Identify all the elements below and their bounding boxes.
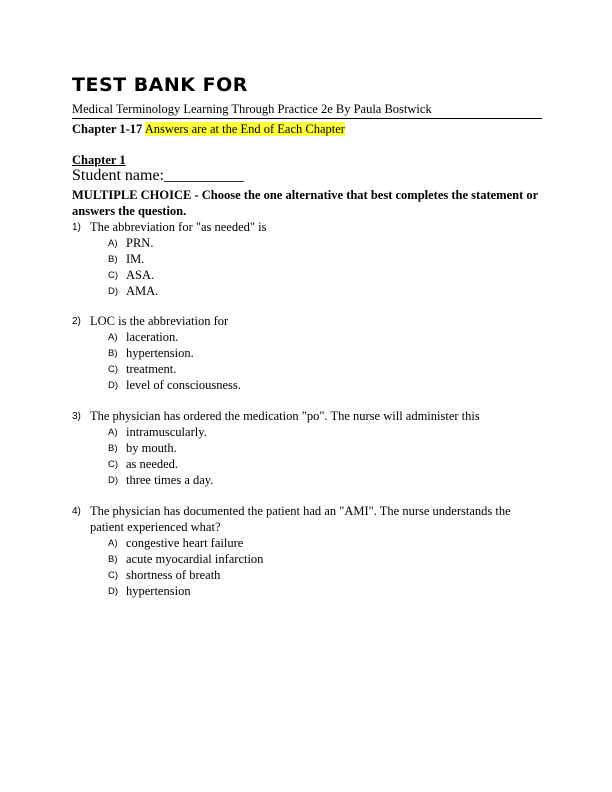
option-c xyxy=(108,567,542,583)
option-text: acute myocardial infarction xyxy=(126,552,264,566)
option-b xyxy=(108,251,542,267)
option-text: treatment. xyxy=(126,362,177,376)
option-letter: D) xyxy=(108,380,119,391)
student-name-field: Student name:__________ xyxy=(72,167,244,184)
option-text: IM. xyxy=(126,252,145,266)
option-text: hypertension xyxy=(126,584,191,598)
option-letter: B) xyxy=(108,348,118,359)
option-list xyxy=(108,235,542,299)
option-b xyxy=(108,345,542,361)
book-subtitle: Medical Terminology Learning Through Practice 2e By Paula Bostwick xyxy=(72,102,432,116)
option-b xyxy=(108,440,542,456)
option-letter: D) xyxy=(108,286,119,297)
question-1 xyxy=(72,219,542,299)
option-a xyxy=(108,235,542,251)
option-text: hypertension. xyxy=(126,346,194,360)
answers-note-highlight: Answers are at the End of Each Chapter xyxy=(144,122,345,136)
question-2 xyxy=(72,313,542,393)
option-a xyxy=(108,329,542,345)
option-a xyxy=(108,424,542,440)
option-text: laceration. xyxy=(126,330,179,344)
option-letter: C) xyxy=(108,364,119,375)
option-c xyxy=(108,456,542,472)
section-heading: MULTIPLE CHOICE - Choose the one alternative that best completes the statement or answers the question. xyxy=(72,188,538,218)
option-text: three times a day. xyxy=(126,473,214,487)
question-stem: The physician has ordered the medication "po". The nurse will administer this xyxy=(90,409,480,423)
option-letter: D) xyxy=(108,586,119,597)
option-letter: C) xyxy=(108,570,119,581)
option-letter: A) xyxy=(108,538,118,549)
chapter-range: Chapter 1-17 xyxy=(72,122,143,136)
option-letter: C) xyxy=(108,270,119,281)
question-3 xyxy=(72,408,542,488)
option-text: ASA. xyxy=(126,268,155,282)
option-list xyxy=(108,329,542,393)
page-title: TEST BANK FOR xyxy=(72,74,248,96)
question-number: 4) xyxy=(72,506,81,517)
option-text: shortness of breath xyxy=(126,568,221,582)
chapter-heading: Chapter 1 xyxy=(72,153,126,167)
option-letter: B) xyxy=(108,443,118,454)
option-a xyxy=(108,535,542,551)
option-letter: C) xyxy=(108,459,119,470)
option-list xyxy=(108,535,542,599)
option-text: as needed. xyxy=(126,457,179,471)
option-d xyxy=(108,583,542,599)
option-text: congestive heart failure xyxy=(126,536,244,550)
option-text: PRN. xyxy=(126,236,154,250)
option-text: by mouth. xyxy=(126,441,177,455)
option-list xyxy=(108,424,542,488)
option-letter: B) xyxy=(108,554,118,565)
option-letter: A) xyxy=(108,332,118,343)
option-text: AMA. xyxy=(126,284,159,298)
header-divider xyxy=(72,118,542,119)
question-4 xyxy=(72,503,542,599)
option-letter: A) xyxy=(108,238,118,249)
option-letter: B) xyxy=(108,254,118,265)
option-text: intramuscularly. xyxy=(126,425,207,439)
question-number: 2) xyxy=(72,316,81,327)
option-d xyxy=(108,283,542,299)
option-b xyxy=(108,551,542,567)
question-stem: LOC is the abbreviation for xyxy=(90,314,229,328)
option-d xyxy=(108,472,542,488)
chapter-range-line xyxy=(72,122,345,137)
question-number: 3) xyxy=(72,411,81,422)
option-c xyxy=(108,361,542,377)
option-text: level of consciousness. xyxy=(126,378,241,392)
question-stem: The abbreviation for "as needed" is xyxy=(90,220,267,234)
option-c xyxy=(108,267,542,283)
question-number: 1) xyxy=(72,222,81,233)
option-letter: D) xyxy=(108,475,119,486)
question-stem: The physician has documented the patient had an "AMI". The nurse understands the patient experienced what? xyxy=(90,504,511,534)
option-d xyxy=(108,377,542,393)
option-letter: A) xyxy=(108,427,118,438)
